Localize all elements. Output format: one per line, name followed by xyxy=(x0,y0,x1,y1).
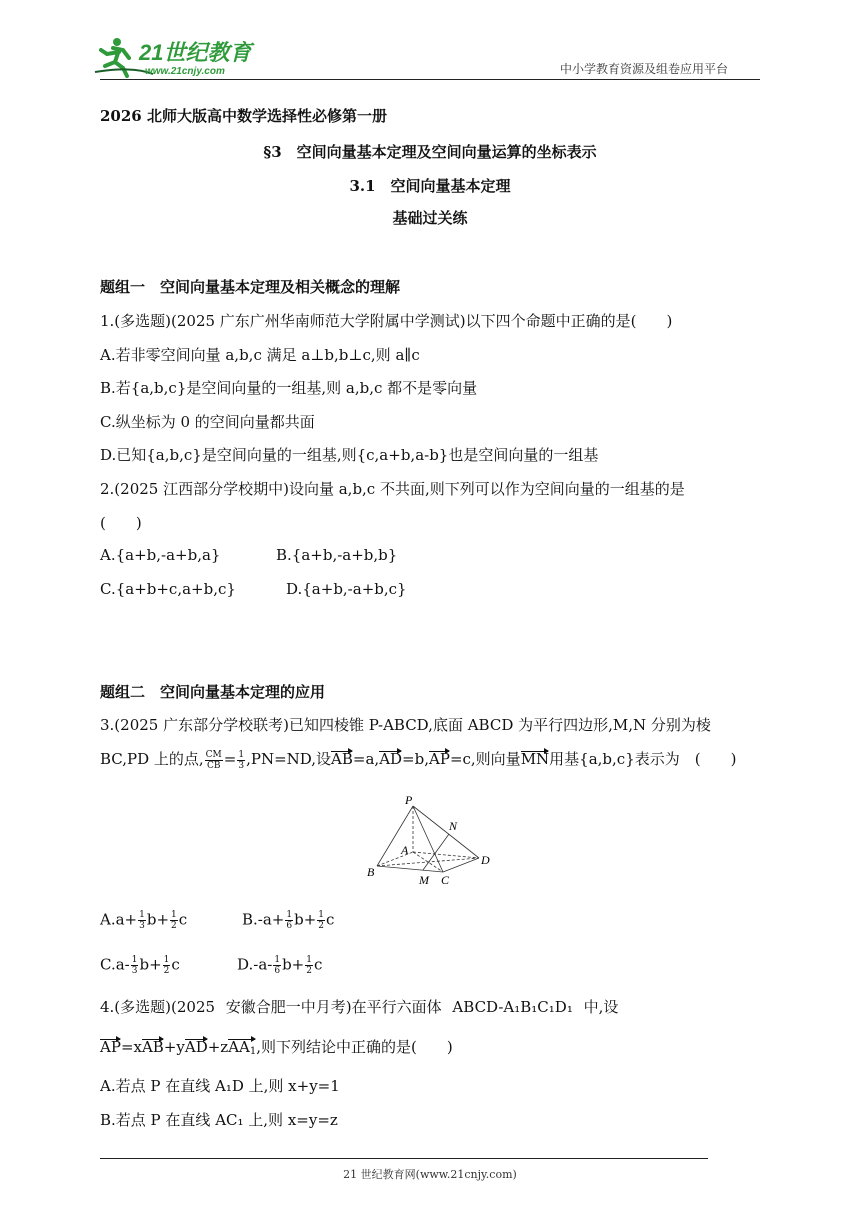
vector-mn: MN xyxy=(520,750,550,768)
vector-ad: AD xyxy=(379,750,403,768)
q3-option-d: D.-a- $\frac{1}{6}$ b+ $\frac{1}{2}$ c xyxy=(237,955,323,976)
fig-label-c: C xyxy=(441,873,450,887)
q1-option-d: D.已知{a,b,c}是空间向量的一组基,则{c,a+b,a-b}也是空间向量的一组基 xyxy=(100,446,599,464)
fig-label-n: N xyxy=(449,819,458,833)
q2-option-b: B.{a+b,-a+b,b} xyxy=(276,546,398,564)
footer-text: 21 世纪教育网(www.21cnjy.com) xyxy=(343,1168,517,1181)
group2-heading: 题组二 空间向量基本定理的应用 xyxy=(100,683,326,701)
q1-option-b: B.若{a,b,c}是空间向量的一组基,则 a,b,c 都不是零向量 xyxy=(100,379,478,397)
section-title: §3 空间向量基本定理及空间向量运算的坐标表示 xyxy=(263,143,597,161)
q2-stem-line2: ( ) xyxy=(100,514,142,532)
q4-option-b: B.若点 P 在直线 AC₁ 上,则 x=y=z xyxy=(100,1111,338,1129)
fig-label-p: P xyxy=(405,793,413,807)
document-title: 2026 北师大版高中数学选择性必修第一册 xyxy=(100,107,387,125)
logo-text: 21世纪教育 xyxy=(139,40,252,65)
vector-ab-q4: AB xyxy=(141,1038,164,1056)
q1-option-c: C.纵坐标为 0 的空间向量都共面 xyxy=(100,413,315,431)
q2-option-c: C.{a+b+c,a+b,c} xyxy=(100,580,236,598)
fig-label-m: M xyxy=(419,873,429,887)
q1-option-a: A.若非零空间向量 a,b,c 满足 a⊥b,b⊥c,则 a∥c xyxy=(100,346,420,364)
fraction-one-third: $\frac{1}{3}$ xyxy=(238,749,245,771)
vector-ap: AP xyxy=(429,750,450,768)
q1-stem: 1.(多选题)(2025 广东广州华南师范大学附属中学测试)以下四个命题中正确的是( ) xyxy=(100,312,673,330)
vector-ad-q4: AD xyxy=(184,1038,208,1056)
q3-option-b: B.-a+ $\frac{1}{6}$ b+ $\frac{1}{2}$ c xyxy=(242,910,335,931)
q3-stem-line1: 3.(2025 广东部分学校联考)已知四棱锥 P-ABCD,底面 ABCD 为平行四边形,M,N 分别为棱 xyxy=(100,716,711,734)
header-platform-text: 中小学教育资源及组卷应用平台 xyxy=(560,62,729,76)
fig-label-d: D xyxy=(481,853,490,867)
fig-label-a: A xyxy=(401,843,409,857)
pyramid-figure xyxy=(355,792,495,887)
header-divider xyxy=(100,79,760,80)
q3-option-a: A.a+ $\frac{1}{3}$ b+ $\frac{1}{2}$ c xyxy=(100,910,188,931)
vector-ap-q4: AP xyxy=(100,1038,121,1056)
q3-stem-line2: BC,PD 上的点, $\frac{CM}{CB}$ = $\frac{1}{3}$ ,PN=ND,设AB=a,AD=b,AP=c,则向量MN用基{a,b,c}表示为 ( ) xyxy=(100,749,737,771)
practice-title: 基础过关练 xyxy=(392,209,468,227)
q4-stem-line1: 4.(多选题)(2025 安徽合肥一中月考)在平行六面体 ABCD-A₁B₁C₁D₁ 中,设 xyxy=(100,998,619,1016)
fraction-cm-cb: $\frac{CM}{CB}$ xyxy=(205,749,222,771)
q4-option-a: A.若点 P 在直线 A₁D 上,则 x+y=1 xyxy=(100,1077,340,1095)
site-logo xyxy=(93,36,263,78)
q4-stem-line2: AP=xAB+yAD+zAA$_1$,则下列结论中正确的是( ) xyxy=(100,1038,453,1057)
q2-option-a: A.{a+b,-a+b,a} xyxy=(100,546,221,564)
vector-ab: AB xyxy=(331,750,353,768)
footer-divider xyxy=(100,1158,708,1159)
subsection-title: 3.1 空间向量基本定理 xyxy=(349,177,511,195)
q3-option-c: C.a- $\frac{1}{3}$ b+ $\frac{1}{2}$ c xyxy=(100,955,180,976)
fig-label-b: B xyxy=(367,865,375,879)
group1-heading: 题组一 空间向量基本定理及相关概念的理解 xyxy=(100,278,401,296)
logo-url: www.21cnjy.com xyxy=(145,66,225,77)
q2-option-d: D.{a+b,-a+b,c} xyxy=(286,580,407,598)
vector-aa1-q4: $AA_1$ xyxy=(228,1038,257,1057)
q2-stem-line1: 2.(2025 江西部分学校期中)设向量 a,b,c 不共面,则下列可以作为空间向量的一组基的是 xyxy=(100,480,685,498)
